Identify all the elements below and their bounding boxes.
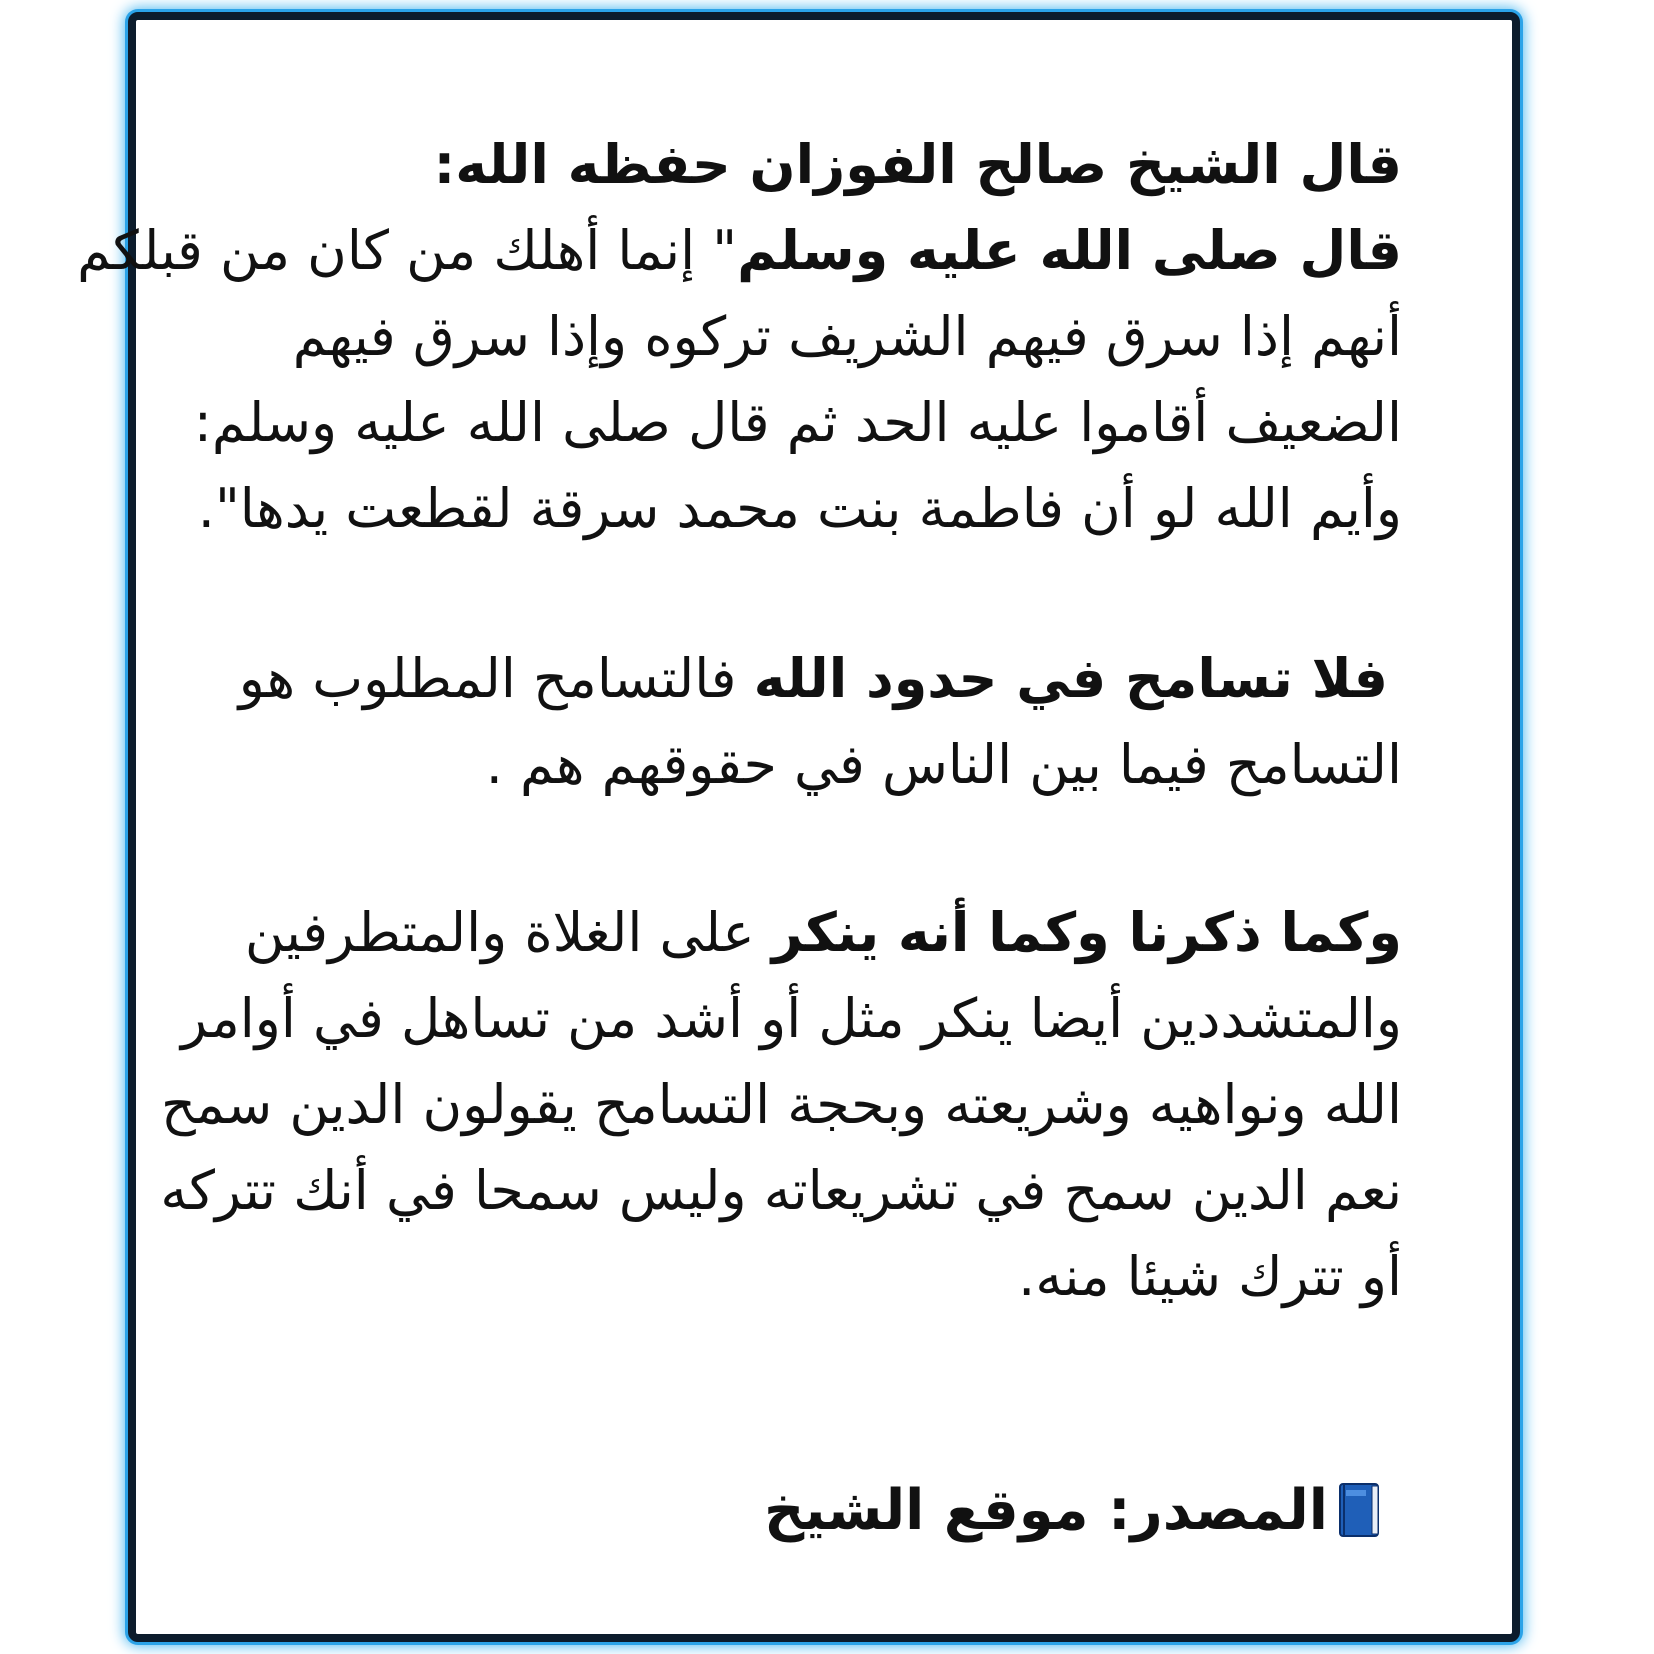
- paragraph-3-line-2: [181, 987, 1402, 1050]
- hadith-line-2-text: أنهم إذا سرق فيهم الشريف تركوه وإذا سرق فيهم: [292, 305, 1402, 368]
- heading-line: [433, 133, 1402, 196]
- hadith-line-3-text: الضعيف أقاموا عليه الحد ثم قال صلى الله عليه وسلم:: [193, 391, 1402, 454]
- paragraph-2-line-2: [485, 733, 1402, 796]
- content-card: [77, 12, 1520, 1642]
- paragraph-2-line-1: [238, 647, 1388, 710]
- paragraph-3-line-3: [160, 1073, 1402, 1136]
- paragraph-3-bold: وكما ذكرنا وكما أنه ينكر: [771, 901, 1402, 964]
- hadith-line-4-text: وأيم الله لو أن فاطمة بنت محمد سرقة لقطعت يدها".: [197, 477, 1402, 540]
- paragraph-2-rest: فالتسامح المطلوب هو: [238, 647, 754, 710]
- paragraph-2-line-2-text: التسامح فيما بين الناس في حقوقهم هم .: [485, 733, 1402, 796]
- paragraph-3-line-1: [244, 901, 1402, 964]
- paragraph-3-line-4: [160, 1159, 1402, 1222]
- blue-book-icon: [1338, 1482, 1382, 1540]
- hadith-line-1-rest: " إنما أهلك من كان من قبلكم: [77, 219, 738, 282]
- paragraph-3-line-2-text: والمتشددين أيضا ينكر مثل أو أشد من تساهل في أوامر: [181, 987, 1402, 1050]
- hadith-line-3: [193, 391, 1402, 454]
- source-label: المصدر: موقع الشيخ: [763, 1478, 1328, 1543]
- hadith-line-2: [292, 305, 1402, 368]
- paragraph-3-line-4-text: نعم الدين سمح في تشريعاته وليس سمحا في أنك تتركه: [160, 1159, 1402, 1222]
- heading-text: قال الشيخ صالح الفوزان حفظه الله:: [433, 133, 1402, 196]
- paragraph-3-rest: على الغلاة والمتطرفين: [244, 901, 772, 964]
- paragraph-3-line-3-text: الله ونواهيه وشريعته وبحجة التسامح يقولون الدين سمح: [160, 1073, 1402, 1136]
- hadith-line-1: [77, 219, 1402, 282]
- hadith-line-1-bold: قال صلى الله عليه وسلم: [737, 219, 1402, 282]
- source-row: [763, 1478, 1382, 1543]
- hadith-line-4: [197, 477, 1402, 540]
- paragraph-3-line-5-text: أو تترك شيئا منه.: [1018, 1245, 1402, 1308]
- paragraph-3-line-5: [1018, 1245, 1402, 1308]
- paragraph-2-bold: فلا تسامح في حدود الله: [753, 647, 1388, 710]
